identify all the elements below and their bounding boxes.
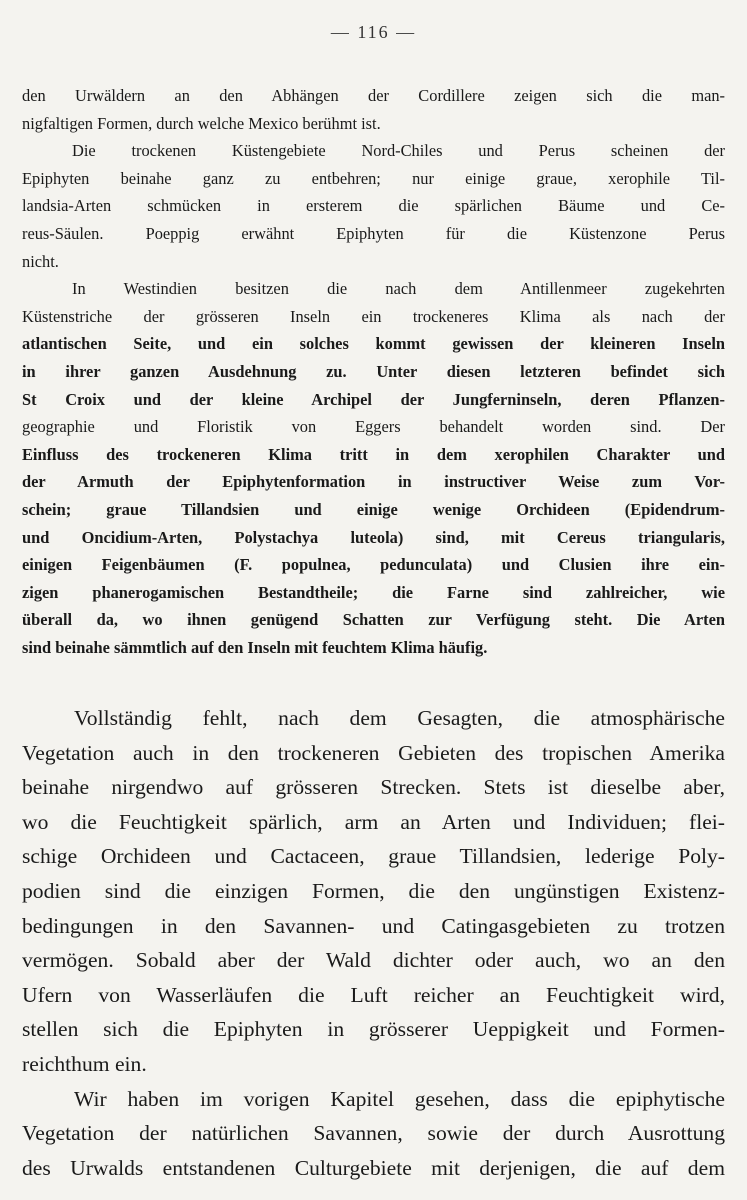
text-line: Vegetation auch in den trockeneren Gebieten des tropischen Amerika	[22, 740, 725, 765]
text-line: Vegetation der natürlichen Savannen, sowie der durch Ausrottung	[22, 1121, 725, 1146]
text-line: wo die Feuchtigkeit spärlich, arm an Arten und Individuen; flei-	[22, 809, 725, 834]
page-number-header: — 116 —	[330, 22, 417, 42]
text-line: Vollständig fehlt, nach dem Gesagten, die atmosphärische	[74, 706, 725, 730]
text-line: nicht.	[22, 251, 59, 271]
text-line: schein; graue Tillandsien und einige wenige Orchideen (Epidendrum-	[22, 499, 725, 519]
text-line: Wir haben im vorigen Kapitel gesehen, dass die epiphytische	[74, 1086, 725, 1111]
text-line: reus-Säulen. Poeppig erwähnt Epiphyten für die Küstenzone Perus	[22, 223, 725, 243]
text-line: der Armuth der Epiphytenformation in instructiver Weise zum Vor-	[22, 472, 725, 492]
text-line: atlantischen Seite, und ein solches kommt gewissen der kleineren Inseln	[22, 334, 725, 354]
text-line: beinahe nirgendwo auf grösseren Strecken. Stets ist dieselbe aber,	[22, 775, 725, 800]
text-line: den Urwäldern an den Abhängen der Cordillere zeigen sich die man-	[22, 86, 725, 105]
text-line: Einfluss des trockeneren Klima tritt in dem xerophilen Charakter und	[22, 444, 725, 464]
text-line: vermögen. Sobald aber der Wald dichter oder auch, wo an den	[22, 948, 725, 973]
text-line: überall da, wo ihnen genügend Schatten zur Verfügung steht. Die Arten	[22, 610, 725, 630]
text-line: des Urwalds entstandenen Culturgebiete mit derjenigen, die auf dem	[22, 1155, 725, 1180]
text-line: podien sind die einzigen Formen, die den ungünstigen Existenz-	[22, 878, 725, 903]
text-line: bedingungen in den Savannen- und Catingasgebieten zu trotzen	[22, 913, 725, 938]
text-line: einigen Feigenbäumen (F. populnea, pedunculata) und Clusien ihre ein-	[22, 555, 725, 575]
text-line: schige Orchideen und Cactaceen, graue Tillandsien, lederige Poly-	[22, 844, 725, 869]
text-line: nigfaltigen Formen, durch welche Mexico berühmt ist.	[22, 113, 381, 133]
text-line: landsia-Arten schmücken in ersterem die spärlichen Bäume und Ce-	[22, 196, 725, 216]
text-line: stellen sich die Epiphyten in grösserer Ueppigkeit und Formen-	[22, 1017, 725, 1042]
text-line: reichthum ein.	[22, 1051, 147, 1076]
text-line: Epiphyten beinahe ganz zu entbehren; nur einige graue, xerophile Til-	[22, 168, 725, 188]
text-line: in ihrer ganzen Ausdehnung zu. Unter diesen letzteren befindet sich	[22, 361, 725, 381]
text-line: und Oncidium-Arten, Polystachya luteola) sind, mit Cereus triangularis,	[22, 527, 725, 547]
text-line: Die trockenen Küstengebiete Nord-Chiles und Perus scheinen der	[72, 141, 725, 161]
text-line: Küstenstriche der grösseren Inseln ein trockeneres Klima als nach der	[22, 306, 725, 326]
text-line: sind beinahe sämmtlich auf den Inseln mit feuchtem Klima häufig.	[22, 637, 488, 657]
text-line: zigen phanerogamischen Bestandtheile; die Farne sind zahlreicher, wie	[22, 582, 725, 602]
text-line: In Westindien besitzen die nach dem Antillenmeer zugekehrten	[72, 279, 725, 299]
text-line: geographie und Floristik von Eggers behandelt worden sind. Der	[22, 417, 725, 437]
small-print-section	[22, 82, 725, 661]
text-line: Ufern von Wasserläufen die Luft reicher an Feuchtigkeit wird,	[22, 982, 725, 1007]
main-text-section	[22, 701, 725, 1185]
text-line: St Croix und der kleine Archipel der Jungferninseln, deren Pflanzen-	[22, 389, 725, 409]
